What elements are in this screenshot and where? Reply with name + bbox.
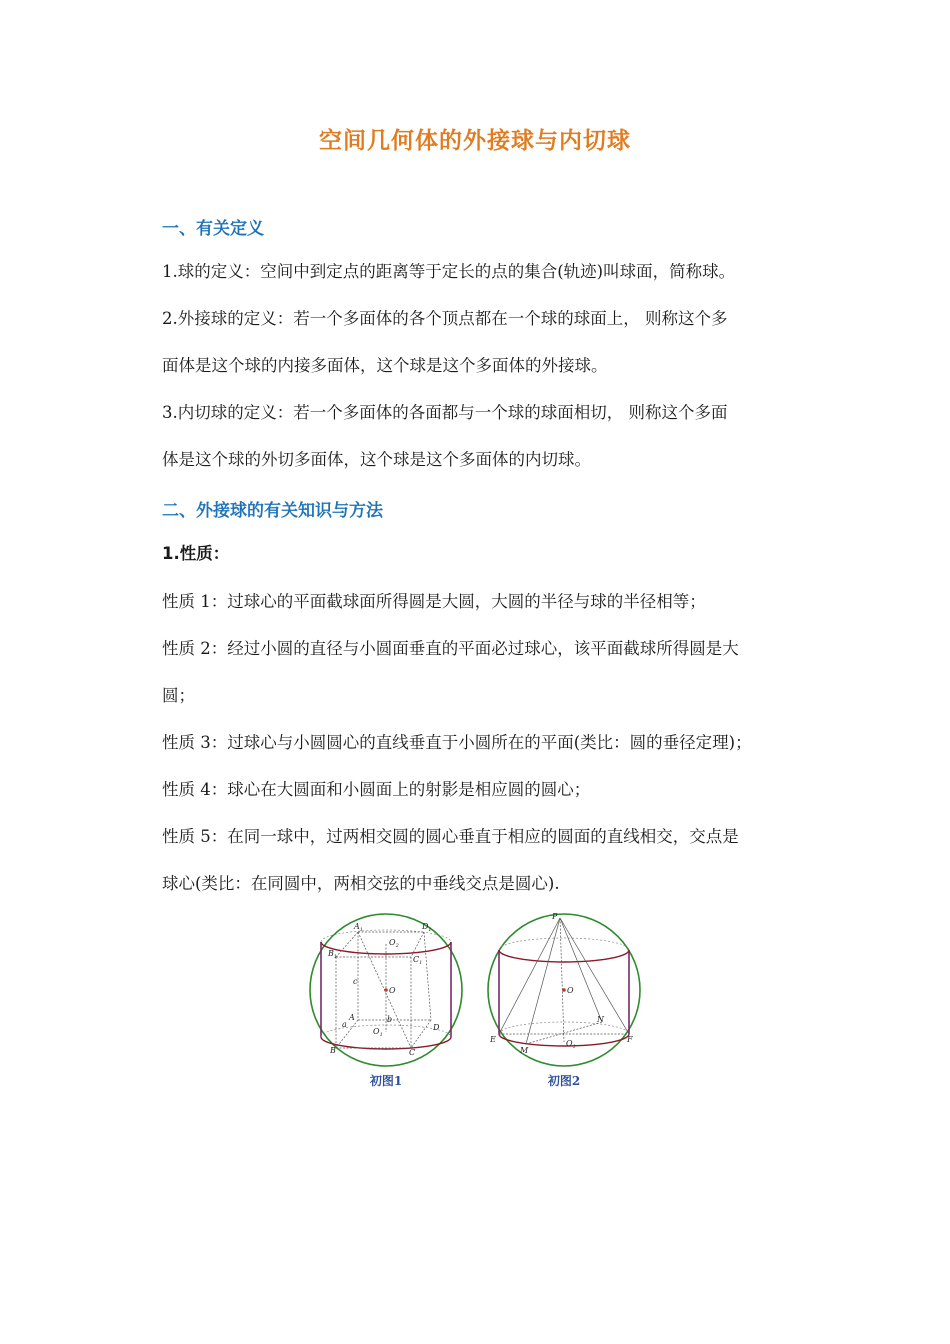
label-O2: $O_2$ — [389, 938, 399, 949]
label-E: E — [490, 1035, 496, 1044]
label-F: F — [627, 1035, 633, 1044]
page-title: 空间几何体的外接球与内切球 — [319, 128, 631, 154]
property-5-line2: 球心(类比：在同圆中，两相交弦的中垂线交点是圆心). — [162, 874, 560, 893]
label-N: N — [597, 1015, 604, 1024]
property-3: 性质 3：过球心与小圆圆心的直线垂直于小圆所在的平面(类比：圆的垂径定理)； — [162, 733, 752, 752]
label-c: c — [353, 977, 358, 986]
label-A1: $A_1$ — [354, 922, 363, 933]
sphere-center-point — [384, 988, 388, 992]
bottom-ellipse-front — [321, 1037, 451, 1049]
property-4: 性质 4：球心在大圆面和小圆面上的射影是相应圆的圆心； — [162, 780, 591, 799]
definition-sphere: 1.球的定义：空间中到定点的距离等于定长的点的集合(轨迹)叫球面，简称球。 — [162, 262, 736, 281]
section-heading-knowledge: 二、外接球的有关知识与方法 — [162, 501, 383, 521]
figure-2-cone-in-sphere — [484, 912, 644, 1072]
figure-2-svg — [484, 912, 644, 1072]
label-b: b — [387, 1015, 393, 1024]
property-2-line1: 性质 2：经过小圆的直径与小圆面垂直的平面必过球心，该平面截球所得圆是大 — [162, 639, 739, 658]
top-ellipse-back — [499, 938, 629, 950]
property-5-line1: 性质 5：在同一球中，过两相交圆的圆心垂直于相应的圆面的直线相交，交点是 — [162, 827, 739, 846]
figure-1-prism-in-sphere — [306, 912, 466, 1072]
figure-2-caption: 初图2 — [547, 1074, 581, 1088]
property-2-line2: 圆； — [162, 686, 195, 705]
label-O: O — [567, 986, 574, 995]
label-O: O — [389, 986, 396, 995]
section-heading-definitions: 一、有关定义 — [162, 219, 264, 239]
top-ellipse-front — [499, 950, 629, 962]
label-D: D — [433, 1023, 440, 1032]
label-O1: $O_1$ — [566, 1039, 576, 1050]
label-C1: $C_1$ — [413, 955, 423, 966]
properties-subheading: 1.性质： — [162, 544, 230, 563]
label-a: a — [342, 1020, 347, 1029]
bottom-ellipse-back — [321, 1025, 451, 1037]
label-M: M — [520, 1046, 529, 1055]
label-B: B — [330, 1046, 336, 1055]
sphere-center-point — [562, 988, 566, 992]
definition-circumscribed-line2: 面体是这个球的内接多面体，这个球是这个多面体的外接球。 — [162, 356, 608, 375]
label-C: C — [409, 1048, 416, 1057]
bottom-ellipse-front — [499, 1034, 629, 1046]
definition-circumscribed-line1: 2.外接球的定义：若一个多面体的各个顶点都在一个球的球面上， 则称这个多 — [162, 309, 728, 328]
definition-inscribed-line1: 3.内切球的定义：若一个多面体的各面都与一个球的球面相切， 则称这个多面 — [162, 403, 728, 422]
label-O1: $O_1$ — [373, 1027, 383, 1038]
label-B1: $B_1$ — [328, 949, 338, 960]
definition-inscribed-line2: 体是这个球的外切多面体，这个球是这个多面体的内切球。 — [162, 450, 591, 469]
figure-1-svg — [306, 912, 466, 1072]
label-A: A — [349, 1013, 355, 1022]
prism-edges — [336, 932, 431, 1048]
label-D1: $D_1$ — [422, 922, 432, 933]
figure-1-caption: 初图1 — [369, 1074, 403, 1088]
bottom-ellipse-back — [499, 1022, 629, 1034]
label-P: P — [552, 912, 558, 921]
property-1: 性质 1：过球心的平面截球面所得圆是大圆，大圆的半径与球的半径相等； — [162, 592, 706, 611]
